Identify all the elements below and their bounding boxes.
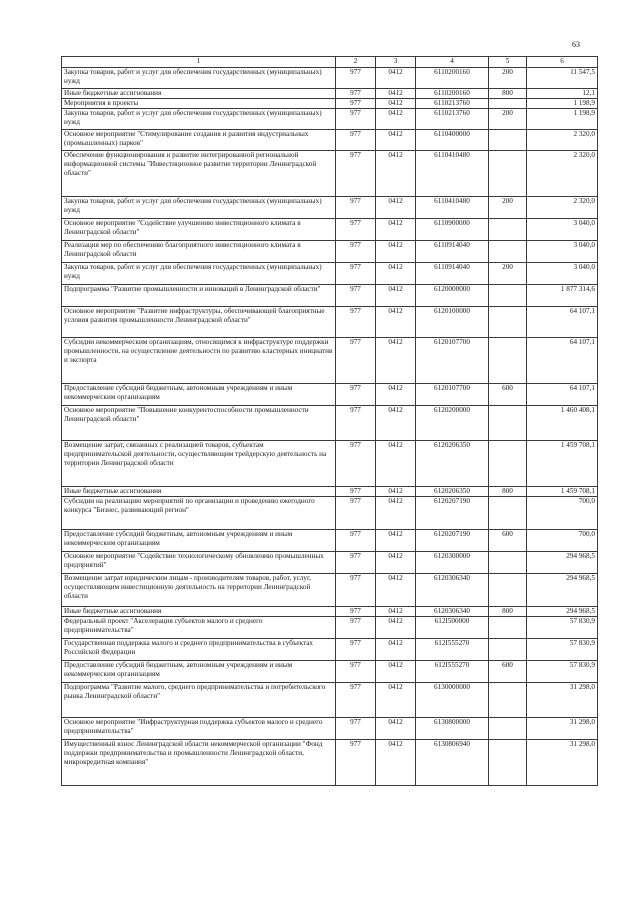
table-row [62,574,598,607]
row-name-cell: Закупка товаров, работ и услуг для обеспечения государственных (муниципальных) нужд [62,263,336,285]
table-row [62,639,598,661]
table-row [62,263,598,285]
expense-type-cell: 600 [489,530,527,552]
header-cell: 3 [376,57,416,68]
target-article-cell: 6120200000 [416,406,489,441]
table-row [62,718,598,740]
section-code-cell: 0412 [376,68,416,89]
table-row [62,487,598,497]
ministry-code-cell: 977 [336,617,376,639]
row-name-cell: Основное мероприятие "Стимулирование создания и развития индустриальных (промышленных) парков" [62,130,336,151]
section-code-cell: 0412 [376,530,416,552]
expense-type-cell: 200 [489,197,527,219]
table-row [62,130,598,151]
section-code-cell: 0412 [376,89,416,99]
expense-type-cell: 600 [489,661,527,683]
amount-cell: 3 040,0 [527,219,598,241]
expense-type-cell: 800 [489,487,527,497]
expense-type-cell [489,285,527,307]
amount-cell: 11 547,5 [527,68,598,89]
header-cell: 5 [489,57,527,68]
section-code-cell: 0412 [376,406,416,441]
ministry-code-cell: 977 [336,384,376,406]
row-name-cell: Имущественный взнос Ленинградской области некоммерческой организации "Фонд поддержки предпринимательства и промышленности Ленинградской области, микрокредитная компания" [62,740,336,786]
row-name-cell: Предоставление субсидий бюджетным, автономным учреждениям и иным некоммерческим организациям [62,530,336,552]
ministry-code-cell: 977 [336,338,376,384]
target-article-cell: 6120207190 [416,497,489,530]
header-cell: 2 [336,57,376,68]
expense-type-cell [489,99,527,109]
amount-cell: 3 040,0 [527,263,598,285]
row-name-cell: Основное мероприятие "Содействие технологическому обновлению промышленных предприятий" [62,552,336,574]
row-name-cell: Закупка товаров, работ и услуг для обеспечения государственных (муниципальных) нужд [62,197,336,219]
section-code-cell: 0412 [376,263,416,285]
section-code-cell: 0412 [376,683,416,718]
target-article-cell: 6120107700 [416,384,489,406]
expense-type-cell: 200 [489,109,527,130]
row-name-cell: Основное мероприятие "Повышение конкурентоспособности промышленности Ленинградской области" [62,406,336,441]
expense-type-cell [489,574,527,607]
amount-cell: 1 459 708,1 [527,487,598,497]
target-article-cell: 6110914040 [416,241,489,263]
row-name-cell: Иные бюджетные ассигнования [62,607,336,617]
ministry-code-cell: 977 [336,89,376,99]
section-code-cell: 0412 [376,130,416,151]
ministry-code-cell: 977 [336,718,376,740]
expense-type-cell: 600 [489,384,527,406]
table-row [62,530,598,552]
target-article-cell: 612I500000 [416,617,489,639]
table-row [62,740,598,786]
header-cell: 6 [527,57,598,68]
ministry-code-cell: 977 [336,683,376,718]
amount-cell: 3 040,0 [527,241,598,263]
table-row [62,151,598,197]
section-code-cell: 0412 [376,740,416,786]
amount-cell: 31 298,0 [527,718,598,740]
expense-type-cell: 800 [489,607,527,617]
expense-type-cell [489,441,527,487]
table-row [62,219,598,241]
row-name-cell: Государственная поддержка малого и среднего предпринимательства в субъектах Российской Федерации [62,639,336,661]
ministry-code-cell: 977 [336,552,376,574]
ministry-code-cell: 977 [336,197,376,219]
row-name-cell: Иные бюджетные ассигнования [62,487,336,497]
amount-cell: 31 298,0 [527,683,598,718]
expense-type-cell [489,338,527,384]
target-article-cell: 6120207190 [416,530,489,552]
header-cell: 1 [62,57,336,68]
section-code-cell: 0412 [376,384,416,406]
row-name-cell: Иные бюджетные ассигнования [62,89,336,99]
row-name-cell: Предоставление субсидий бюджетным, автономным учреждениям и иным некоммерческим организациям [62,661,336,683]
amount-cell: 64 107,1 [527,307,598,338]
ministry-code-cell: 977 [336,487,376,497]
row-name-cell: Реализация мер по обеспечению благоприятного инвестиционного климата в Ленинградской области [62,241,336,263]
target-article-cell: 6120206350 [416,487,489,497]
table-row [62,607,598,617]
ministry-code-cell: 977 [336,151,376,197]
section-code-cell: 0412 [376,574,416,607]
table-row [62,406,598,441]
section-code-cell: 0412 [376,607,416,617]
ministry-code-cell: 977 [336,530,376,552]
amount-cell: 64 107,1 [527,338,598,384]
target-article-cell: 6110200160 [416,68,489,89]
table-row [62,307,598,338]
target-article-cell: 6120306340 [416,607,489,617]
amount-cell: 294 968,5 [527,607,598,617]
header-cell: 4 [416,57,489,68]
target-article-cell: 6130806940 [416,740,489,786]
ministry-code-cell: 977 [336,661,376,683]
amount-cell: 57 830,9 [527,617,598,639]
amount-cell: 64 107,1 [527,384,598,406]
table-row [62,109,598,130]
ministry-code-cell: 977 [336,307,376,338]
target-article-cell: 6110410480 [416,151,489,197]
section-code-cell: 0412 [376,285,416,307]
ministry-code-cell: 977 [336,109,376,130]
expense-type-cell: 200 [489,68,527,89]
target-article-cell: 6110400000 [416,130,489,151]
table-row [62,99,598,109]
expense-type-cell [489,740,527,786]
expense-type-cell [489,683,527,718]
amount-cell: 2 320,0 [527,130,598,151]
table-row [62,552,598,574]
section-code-cell: 0412 [376,241,416,263]
table-row [62,617,598,639]
expense-type-cell [489,307,527,338]
target-article-cell: 6120107700 [416,338,489,384]
table-row [62,285,598,307]
section-code-cell: 0412 [376,487,416,497]
amount-cell: 294 968,5 [527,574,598,607]
ministry-code-cell: 977 [336,241,376,263]
row-name-cell: Возмещение затрат, связанных с реализацией товаров, субъектам предпринимательской деятельности, осуществляющим трейдерскую деятельность на территории Ленинградской области [62,441,336,487]
expense-type-cell: 200 [489,263,527,285]
amount-cell: 700,0 [527,497,598,530]
expense-type-cell [489,552,527,574]
target-article-cell: 6120300000 [416,552,489,574]
row-name-cell: Обеспечение функционирования и развитие интегрированной региональной информационной системы "Инвестиционное развитие территории Ленинградской области" [62,151,336,197]
expense-type-cell [489,497,527,530]
target-article-cell: 6120306340 [416,574,489,607]
section-code-cell: 0412 [376,718,416,740]
expense-type-cell [489,130,527,151]
row-name-cell: Подпрограмма "Развитие промышленности и инноваций в Ленинградской области" [62,285,336,307]
section-code-cell: 0412 [376,109,416,130]
amount-cell: 294 968,5 [527,552,598,574]
target-article-cell: 6130800000 [416,718,489,740]
amount-cell: 1 198,9 [527,99,598,109]
amount-cell: 1 460 408,1 [527,406,598,441]
amount-cell: 1 459 708,1 [527,441,598,487]
row-name-cell: Предоставление субсидий бюджетным, автономным учреждениям и иным некоммерческим организациям [62,384,336,406]
row-name-cell: Подпрограмма "Развитие малого, среднего предпринимательства и потребительского рынка Ленинградской области" [62,683,336,718]
table-row [62,384,598,406]
row-name-cell: Основное мероприятие "Содействие улучшению инвестиционного климата в Ленинградской области" [62,219,336,241]
amount-cell: 12,1 [527,89,598,99]
table-row [62,89,598,99]
section-code-cell: 0412 [376,338,416,384]
ministry-code-cell: 977 [336,639,376,661]
table-row [62,197,598,219]
target-article-cell: 6110914040 [416,263,489,285]
section-code-cell: 0412 [376,99,416,109]
table-row [62,497,598,530]
ministry-code-cell: 977 [336,441,376,487]
ministry-code-cell: 977 [336,263,376,285]
ministry-code-cell: 977 [336,497,376,530]
ministry-code-cell: 977 [336,219,376,241]
target-article-cell: 6110213760 [416,99,489,109]
amount-cell: 2 320,0 [527,197,598,219]
expense-type-cell [489,406,527,441]
row-name-cell: Основное мероприятие "Инфраструктурная поддержка субъектов малого и среднего предпринимательства" [62,718,336,740]
table-row [62,441,598,487]
row-name-cell: Закупка товаров, работ и услуг для обеспечения государственных (муниципальных) нужд [62,109,336,130]
ministry-code-cell: 977 [336,607,376,617]
row-name-cell: Мероприятия в проекты [62,99,336,109]
page-number: 63 [572,40,580,49]
section-code-cell: 0412 [376,639,416,661]
target-article-cell: 6110213760 [416,109,489,130]
section-code-cell: 0412 [376,197,416,219]
target-article-cell: 612I555270 [416,661,489,683]
amount-cell: 1 198,9 [527,109,598,130]
budget-table [61,56,598,786]
ministry-code-cell: 977 [336,130,376,151]
row-name-cell: Федеральный проект "Акселерация субъектов малого и среднего предпринимательства" [62,617,336,639]
table-row [62,68,598,89]
target-article-cell: 6110410480 [416,197,489,219]
target-article-cell: 6130000000 [416,683,489,718]
ministry-code-cell: 977 [336,406,376,441]
target-article-cell: 6120100000 [416,307,489,338]
section-code-cell: 0412 [376,441,416,487]
table-row [62,683,598,718]
amount-cell: 1 877 314,6 [527,285,598,307]
row-name-cell: Субсидии некоммерческим организациям, относящимся к инфраструктуре поддержки промышленности, на осуществление деятельности по развитию кластерных инициатив и экспорта [62,338,336,384]
section-code-cell: 0412 [376,307,416,338]
section-code-cell: 0412 [376,552,416,574]
table-row [62,661,598,683]
amount-cell: 31 298,0 [527,740,598,786]
expense-type-cell: 800 [489,89,527,99]
row-name-cell: Субсидии на реализацию мероприятий по организации и проведению ежегодного конкурса "Бизнес, развивающий регион" [62,497,336,530]
target-article-cell: 6120206350 [416,441,489,487]
amount-cell: 700,0 [527,530,598,552]
amount-cell: 57 830,9 [527,639,598,661]
table-header-row [62,57,598,68]
target-article-cell: 612I555270 [416,639,489,661]
expense-type-cell [489,718,527,740]
row-name-cell: Возмещение затрат юридическим лицам - производителям товаров, работ, услуг, осуществляющим инвестиционную деятельность на территории Ленинградской области [62,574,336,607]
row-name-cell: Закупка товаров, работ и услуг для обеспечения государственных (муниципальных) нужд [62,68,336,89]
expense-type-cell [489,151,527,197]
table-row [62,338,598,384]
table-row [62,241,598,263]
ministry-code-cell: 977 [336,285,376,307]
target-article-cell: 6110900000 [416,219,489,241]
section-code-cell: 0412 [376,219,416,241]
expense-type-cell [489,617,527,639]
section-code-cell: 0412 [376,661,416,683]
section-code-cell: 0412 [376,497,416,530]
expense-type-cell [489,241,527,263]
ministry-code-cell: 977 [336,740,376,786]
ministry-code-cell: 977 [336,68,376,89]
amount-cell: 57 830,9 [527,661,598,683]
row-name-cell: Основное мероприятие "Развитие инфраструктуры, обеспечивающей благоприятные условия развития промышленности Ленинградской области" [62,307,336,338]
target-article-cell: 6110200160 [416,89,489,99]
amount-cell: 2 320,0 [527,151,598,197]
ministry-code-cell: 977 [336,574,376,607]
section-code-cell: 0412 [376,151,416,197]
ministry-code-cell: 977 [336,99,376,109]
section-code-cell: 0412 [376,617,416,639]
expense-type-cell [489,219,527,241]
target-article-cell: 6120000000 [416,285,489,307]
expense-type-cell [489,639,527,661]
